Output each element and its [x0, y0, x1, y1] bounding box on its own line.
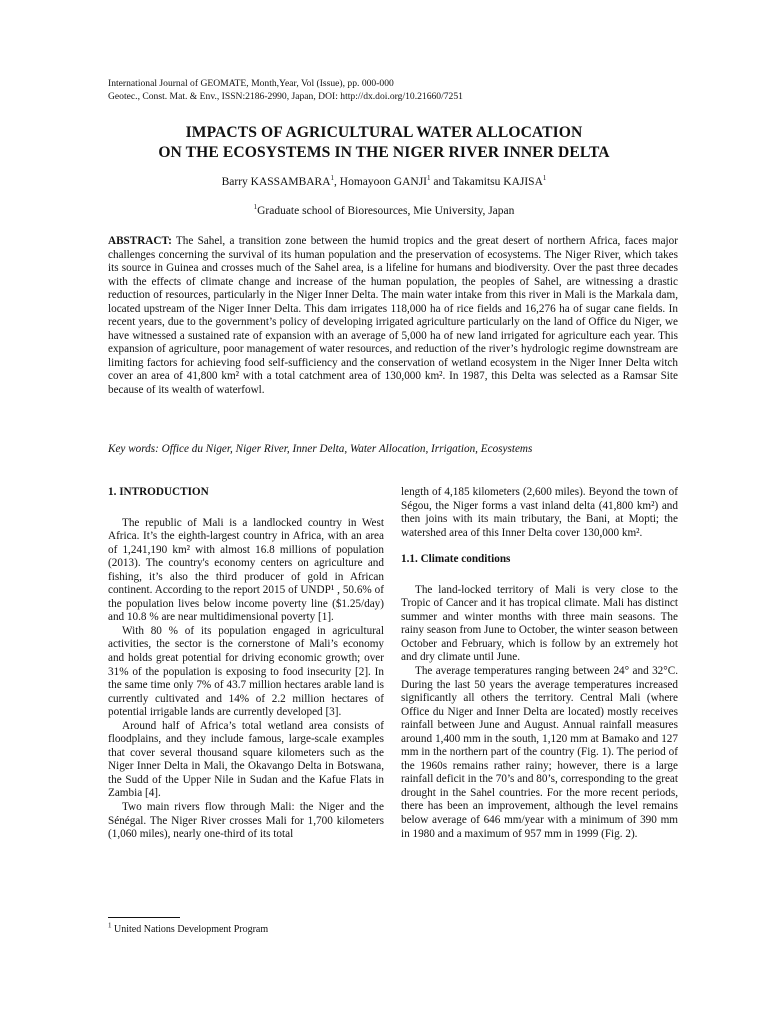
- paper-title-line-1: IMPACTS OF AGRICULTURAL WATER ALLOCATION: [185, 124, 583, 141]
- intro-paragraph-4: Two main rivers flow through Mali: the Niger and the Sénégal. The Niger River crosses Mali for 1,700 kilometers (1,060 miles), nearly one-third of its total: [108, 801, 384, 841]
- left-column: [108, 486, 384, 842]
- author-3-affiliation-mark: 1: [542, 174, 547, 183]
- paper-title: [60, 123, 708, 163]
- author-3: and Takamitsu KAJISA: [430, 176, 543, 188]
- footnote-divider: [108, 917, 180, 918]
- intro-paragraph-2: With 80 % of its population engaged in agricultural activities, the sector is the cornerstone of Mali’s economy and holds great potential for driving economic growth; over 31% of the population is exposing to food insecurity [2]. In the same time only 7% of 43.7 million hectares arable land is currently cultivated and 14% of 2.2 million hectares of potential irrigable lands are currently developed [3].: [108, 624, 384, 719]
- intro-paragraph-1: The republic of Mali is a landlocked country in West Africa. It’s the eighth-largest country in Africa, with an area of 1,241,190 km² with almost 16.8 millions of population (2013). The country's economy centers on agriculture and fishing, it’s also the third producer of gold in African continent. According to the report 2015 of UNDP¹ , 50.6% of the population lives below income poverty line ($1.25/day) and 10.8 % are near multidimensional poverty [1].: [108, 516, 384, 624]
- journal-header: [108, 78, 463, 103]
- climate-heading: 1.1. Climate conditions: [401, 553, 511, 566]
- affiliation: [60, 205, 708, 217]
- author-2-affiliation-mark: 1: [427, 174, 431, 183]
- affiliation-text: Graduate school of Bioresources, Mie University, Japan: [257, 205, 515, 217]
- author-list: [60, 176, 708, 188]
- introduction-heading: 1. INTRODUCTION: [108, 486, 209, 498]
- footnote-text: United Nations Development Program: [111, 924, 269, 935]
- climate-paragraph-1: The land-locked territory of Mali is very close to the Tropic of Cancer and it has tropical climate. Mali has distinct summer and winter months with three main seasons. The rainy season from June to October, the winter season between October and February, which is follow by an extremely hot and dry climate until June.: [401, 583, 678, 664]
- keywords: Key words: Office du Niger, Niger River, Inner Delta, Water Allocation, Irrigation, Ecosystems: [108, 443, 533, 455]
- right-column: [401, 486, 678, 841]
- affiliation-mark: 1: [253, 203, 258, 212]
- intro-paragraph-3: Around half of Africa’s total wetland area consists of floodplains, and they include famous, large-scale examples that cover several thousand square kilometers such as the Niger Inner Delta in Mali, the Okavango Delta in Botswana, the Sudd of the Upper Nile in Sudan and the Kafue Flats in Zambia [4].: [108, 719, 384, 800]
- author-2: , Homayoon GANJI: [334, 176, 427, 188]
- intro-paragraph-continued: length of 4,185 kilometers (2,600 miles). Beyond the town of Ségou, the Niger forms a vast inland delta (41,800 km²) and then joins with its main tributary, the Bani, at Mopti; the watershed area of this Inner Delta cover 130,000 km².: [401, 486, 678, 539]
- journal-header-line-2: Geotec., Const. Mat. & Env., ISSN:2186-2990, Japan, DOI: http://dx.doi.org/10.21660/7251: [108, 90, 463, 102]
- author-1: Barry KASSAMBARA: [221, 176, 331, 188]
- footnote: [108, 921, 269, 935]
- abstract-text: The Sahel, a transition zone between the humid tropics and the great desert of northern Africa, faces major challenges concerning the survival of its human population and the preservation of ecosystems. The Niger River, which takes its source in Guinea and crosses much of the Sahel area, is a lifeline for humans and biodiversity. Over the past three decades with the effects of climate change and increase of the human population, the peoples of Sahel, are witnessing a drastic reduction of resources, particularly in the Niger Inner Delta. The main water intake from this river in Mali is the Markala dam, located upstream of the Niger Inner Delta. This dam irrigates 118,000 ha of rice fields and 16,276 ha of sugar cane fields. In recent years, due to the government’s policy of developing irrigated agriculture particularly on the land of Office du Niger, we have witnessed a sustained rate of expansion with an average of 5,000 ha of new land irrigated for agriculture each year. This expansion of agriculture, poor management of water resources, and reduction of the river’s hydrologic regime downstream are limiting factors for achieving food self-sufficiency and the conservation of wetland ecosystem in the Niger Inner Delta witch cover an area of 41,800 km² with a total catchment area of 130,000 km². In 1987, this Delta was selected as a Ramsar Site because of its wealth of waterfowl.: [108, 235, 678, 397]
- climate-paragraph-2: The average temperatures ranging between 24° and 32°C. During the last 50 years the average temperatures increased significantly all others the territory. Central Mali (where Office du Niger and Inner Delta are located) mostly receives rainfall between June and August. Annual rainfall measures around 1,400 mm in the south, 1,120 mm at Bamako and 127 mm in the northern part of the country (Fig. 1). The period of the 1960s remains rather rainy; however, there is a large rainfall deficit in the 70’s and 80’s, corresponding to the great drought in the Sahel countries. For the more recent periods, there has been an improvement, although the level remains below average of 646 mm/year with a minimum of 390 mm in 1980 and a maximum of 957 mm in 1999 (Fig. 2).: [401, 665, 678, 840]
- journal-header-line-1: International Journal of GEOMATE, Month,Year, Vol (Issue), pp. 000-000: [108, 78, 394, 89]
- paper-title-line-2: ON THE ECOSYSTEMS IN THE NIGER RIVER INNER DELTA: [158, 144, 610, 161]
- abstract-label: ABSTRACT:: [108, 235, 172, 247]
- author-1-affiliation-mark: 1: [330, 174, 335, 183]
- footnote-mark: 1: [108, 921, 112, 930]
- abstract: [108, 235, 678, 398]
